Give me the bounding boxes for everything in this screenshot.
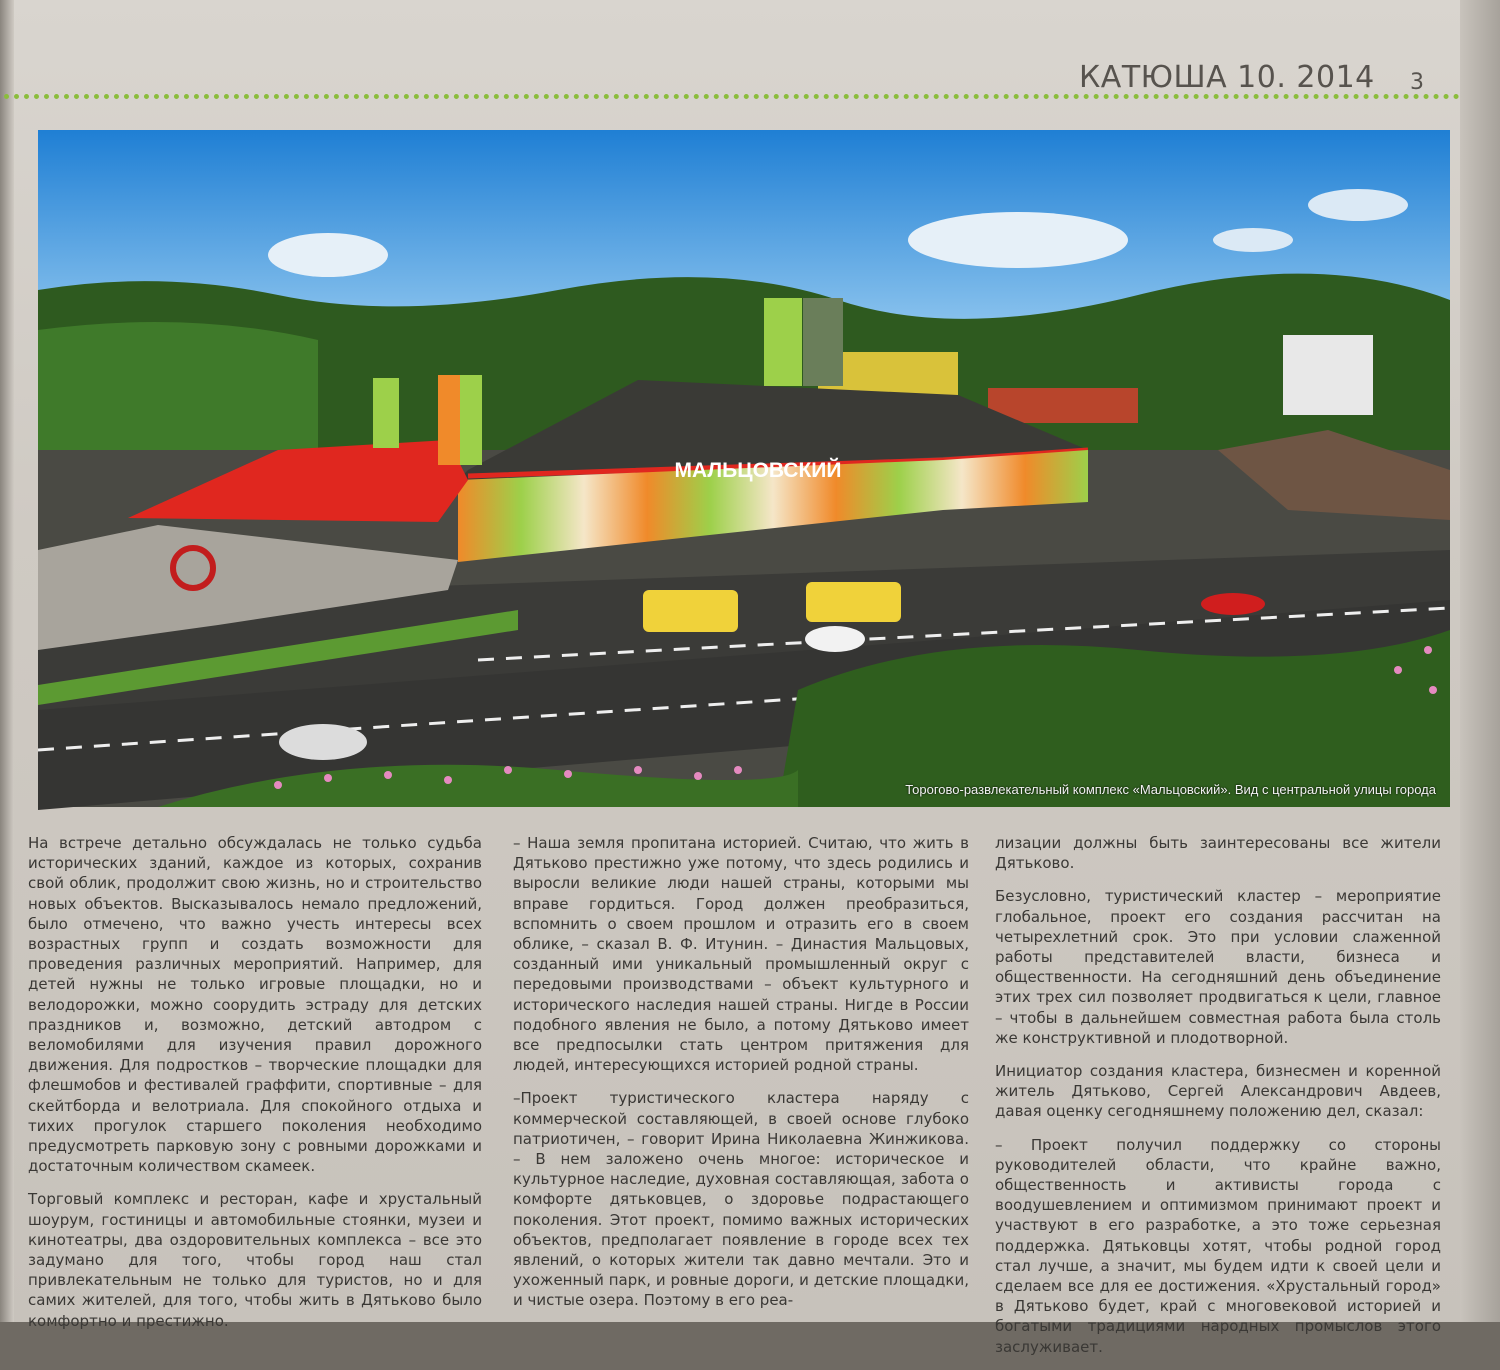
- paragraph: – Проект получил поддержку со стороны руководителей области, что крайне важно, общественность и активисты города с воодушевлением и оптимизмом принимают проект и участвуют в его разработке, а это тоже серьезная поддержка. Дятьковцы хотят, чтобы родной город стал лучше, а значит, мы будем идти к своей цели и сделаем все для ее достижения. «Хрустальный город» в Дятьково будет, край с многовековой историей и богатыми традициями народных промыслов этого заслуживает.: [995, 1135, 1441, 1356]
- cloud: [1213, 228, 1293, 252]
- page-number: 3: [1410, 70, 1424, 95]
- tower: [764, 298, 802, 386]
- paragraph: Торговый комплекс и ресторан, кафе и хрустальный шоурум, гостиницы и автомобильные стоянки, музеи и кинотеатры, два оздоровительных комплекса – все это задумано для того, чтобы город наш стал привлекательным не только для туристов, но и для самих жителей, для того, чтобы жить в Дятьково было комфортно и престижно.: [28, 1190, 482, 1330]
- mall-tower: [460, 375, 482, 465]
- cloud: [1308, 189, 1408, 221]
- paragraph: Безусловно, туристический кластер – мероприятие глобальное, проект его создания рассчитан на четырехлетний срок. Это при условии слаженной работы представителей власти, бизнеса и общественности. На сегодняшний день объединение этих трех сил позволяет продвигаться к цели, главное – чтобы в дальнейшем совместная работа была столь же конструктивной и плодотворной.: [995, 887, 1441, 1047]
- cloud: [268, 233, 388, 277]
- paragraph: –Проект туристического кластера наряду с коммерческой составляющей, в своей основе глубоко патриотичен, – говорит Ирина Николаевна Жинжикова. – В нем заложено очень многое: историческое и культурное наследие, духовная составляющая, забота о комфорте дятьковцев, о здоровье подрастающего поколения. Этот проект, помимо важных исторических объектов, предполагает появление в городе всех тех явлений, о которых жители так давно мечтали. Это и ухоженный парк, и ровные дороги, и детские площадки, и чистые озера. Поэтому в его реа-: [513, 1089, 969, 1310]
- mall-tower: [438, 375, 460, 465]
- car: [805, 626, 865, 652]
- photo-caption: Торогово-развлекательный комплекс «Мальцовский». Вид с центральной улицы города: [905, 782, 1436, 797]
- article-column-1: [28, 833, 482, 1344]
- tower: [803, 298, 843, 386]
- paragraph: Инициатор создания кластера, бизнесмен и коренной житель Дятьково, Сергей Александрович Авдеев, давая оценку сегодняшнему положению дел, сказал:: [995, 1062, 1441, 1121]
- article-column-3: [995, 833, 1441, 1370]
- dotted-divider: [4, 94, 1460, 99]
- mall-tower: [373, 378, 399, 448]
- paragraph: На встрече детально обсуждалась не только судьба исторических зданий, каждое из которых, сохранив свой облик, продолжит свою жизнь, но и строительство новых объектов. Высказывалось немало предложений, было отмечено, что важно учесть интересы всех возрастных групп и создать возможности для проведения различных мероприятий. Например, для детей нужны не только игровые площадки, но и велодорожки, можно соорудить эстраду для детских праздников и, возможно, детский автодром с веломобилями для изучения правил дорожного движения. Для подростков – творческие площадки для флешмобов и фестивалей граффити, спортивные – для скейтборда и велотриала. Для спокойного отдыха и тихих прогулок старшего поколения необходимо предусмотреть парковую зону с ровными дорожками и достаточным количеством скамеек.: [28, 834, 482, 1176]
- architectural-render-illustration: [38, 130, 1450, 807]
- page-edge-right: [1460, 0, 1500, 1322]
- masthead: КАТЮША 10. 2014: [1079, 60, 1375, 95]
- car: [1201, 593, 1265, 615]
- hero-rendering: [38, 130, 1450, 807]
- cloud: [908, 212, 1128, 268]
- page-edge-left: [0, 0, 14, 1322]
- paragraph: – Наша земля пропитана историей. Считаю, что жить в Дятьково престижно уже потому, что здесь родились и выросли великие люди нашей страны, которыми мы вправе гордиться. Город должен преобразиться, вспомнить о своем прошлом и отразить его в своем облике, – сказал В. Ф. Итунин. – Династия Мальцовых, созданный ими уникальный промышленный округ с передовыми производствами – объект культурного и исторического наследия нашей страны. Нигде в России подобного явления не было, а потому Дятьково имеет все предпосылки стать центром притяжения для людей, интересующихся историей родной страны.: [513, 834, 969, 1075]
- car: [279, 724, 367, 760]
- paragraph: лизации должны быть заинтересованы все жители Дятьково.: [995, 834, 1441, 873]
- white-building: [1283, 335, 1373, 415]
- bus: [806, 582, 901, 622]
- mall-sign: МАЛЬЦОВСКИЙ: [674, 459, 842, 482]
- article-column-2: [513, 833, 969, 1324]
- bus: [643, 590, 738, 632]
